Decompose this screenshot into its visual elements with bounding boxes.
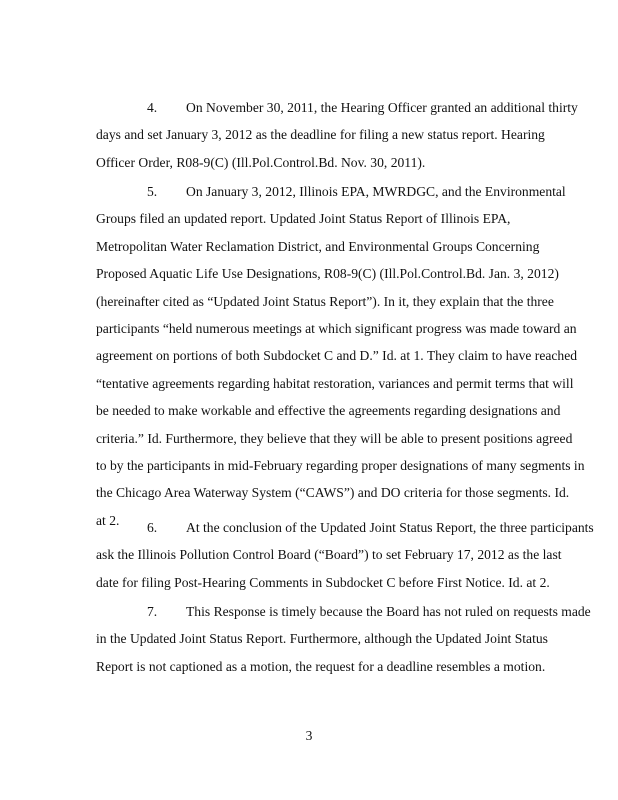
text-line: This Response is timely because the Board has not ruled on requests made — [186, 604, 591, 619]
text-line: date for filing Post-Hearing Comments in Subdocket C before First Notice. Id. at 2. — [96, 574, 550, 590]
text-line: the Chicago Area Waterway System (“CAWS”) and DO criteria for those segments. Id. — [96, 485, 570, 501]
paragraph-number: 7. — [147, 604, 158, 619]
text-line: On November 30, 2011, the Hearing Officer granted an additional thirty — [186, 100, 578, 115]
text-line: days and set January 3, 2012 as the deadline for filing a new status report. Hearing — [96, 127, 545, 143]
paragraph-number: 5. — [147, 184, 158, 199]
text-line: to by the participants in mid-February regarding proper designations of many segments in — [96, 458, 585, 473]
text-line: On January 3, 2012, Illinois EPA, MWRDGC, and the Environmental — [186, 184, 566, 199]
text-line: (hereinafter cited as “Updated Joint Status Report”). In it, they explain that the three — [96, 293, 554, 309]
text-line: at 2. — [96, 512, 120, 528]
text-line: Report is not captioned as a motion, the request for a deadline resembles a motion. — [96, 658, 546, 674]
text-line: “tentative agreements regarding habitat restoration, variances and permit terms that will — [96, 375, 574, 391]
text-line: criteria.” Id. Furthermore, they believe that they will be able to present positions agreed — [96, 430, 573, 446]
text-line: participants “held numerous meetings at which significant progress was made toward an — [96, 321, 577, 336]
paragraph-number: 4. — [147, 100, 158, 115]
text-line: Proposed Aquatic Life Use Designations, R08-9(C) (Ill.Pol.Control.Bd. Jan. 3, 2012) — [96, 266, 559, 282]
text-line: in the Updated Joint Status Report. Furthermore, although the Updated Joint Status — [96, 631, 548, 647]
text-line: ask the Illinois Pollution Control Board (“Board”) to set February 17, 2012 as the last — [96, 547, 562, 563]
text-line: Groups filed an updated report. Updated Joint Status Report of Illinois EPA, — [96, 211, 511, 227]
paragraph-number: 6. — [147, 520, 158, 535]
text-line: At the conclusion of the Updated Joint Status Report, the three participants — [186, 520, 594, 535]
text-line: agreement on portions of both Subdocket C and D.” Id. at 1. They claim to have reached — [96, 348, 578, 364]
page-number: 3 — [305, 728, 313, 743]
text-line: Officer Order, R08-9(C) (Ill.Pol.Control.Bd. Nov. 30, 2011). — [96, 154, 426, 170]
text-line: Metropolitan Water Reclamation District, and Environmental Groups Concerning — [96, 238, 540, 254]
text-line: be needed to make workable and effective the agreements regarding designations and — [96, 403, 561, 419]
